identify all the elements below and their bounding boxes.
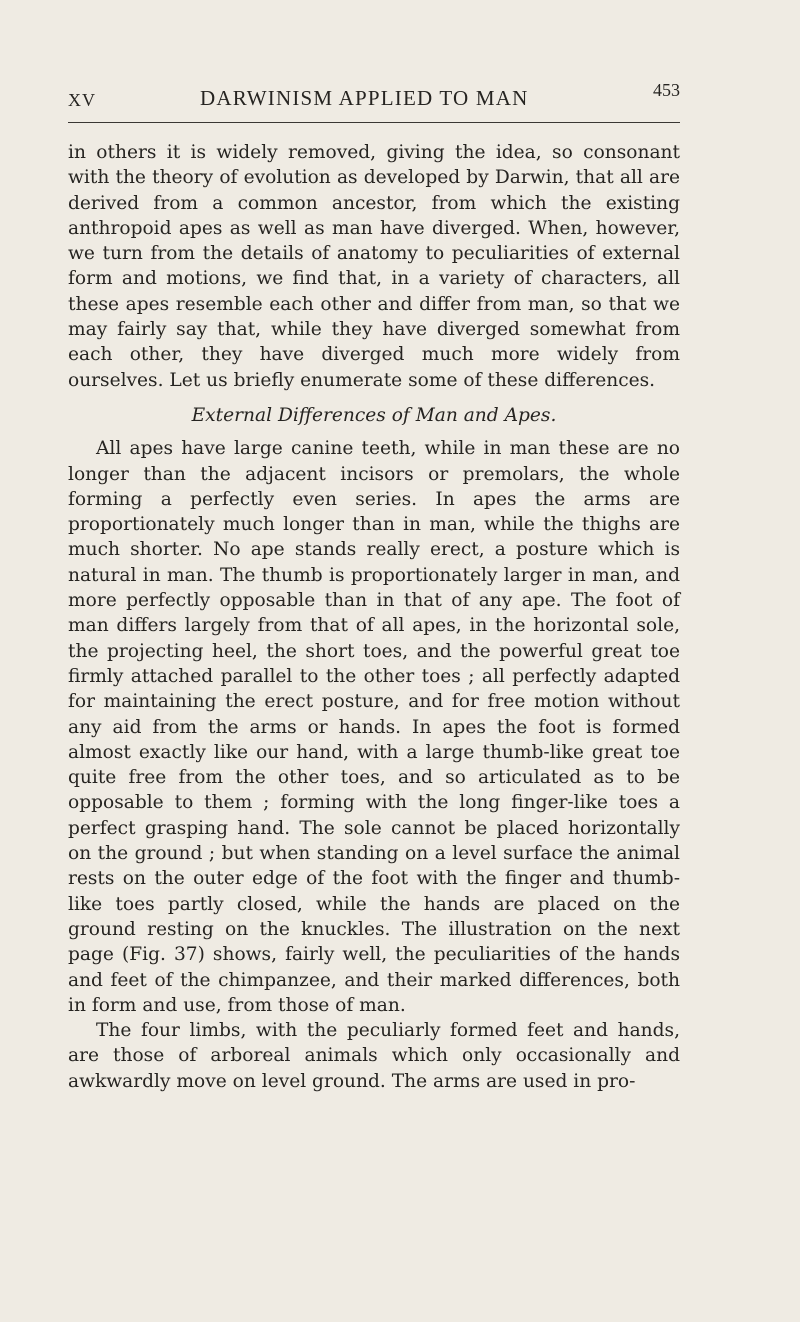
page-number: 453 [653, 80, 680, 100]
paragraph: The four limbs, with the peculiarly formed feet and hands, are those of arboreal animals which only occasionally and awkwardly move on level ground. The arms are used in pro- [68, 1020, 680, 1092]
chapter-number: XV [68, 90, 96, 110]
header-rule [68, 122, 680, 123]
body-text [68, 140, 680, 1094]
paragraph-continued: in others it is widely removed, giving the idea, so consonant with the theory of evolution as developed by Darwin, that all are derived from a common ancestor, from which the existing anthropoid apes as well as man have diverged. When, however, we turn from the details of anatomy to peculiarities of external form and motions, we find that, in a variety of characters, all these apes resemble each other and differ from man, so that we may fairly say that, while they have diverged somewhat from each other, they have diverged much more widely from ourselves. Let us briefly enumerate some of these differences. [68, 142, 680, 391]
section-heading: External Differences of Man and Apes. [191, 404, 557, 426]
paragraph: All apes have large canine teeth, while in man these are no longer than the adjacent incisors or premolars, the whole forming a perfectly even series. In apes the arms are proportionately much longer than in man, while the thighs are much shorter. No ape stands really erect, a posture which is natural in man. The thumb is proportionately larger in man, and more perfectly opposable than in that of any ape. The foot of man differs largely from that of all apes, in the horizontal sole, the projecting heel, the short toes, and the powerful great toe firmly attached parallel to the other toes ; all perfectly adapted for maintaining the erect posture, and for free motion without any aid from the arms or hands. In apes the foot is formed almost exactly like our hand, with a large thumb-like great toe quite free from the other toes, and so articulated as to be opposable to them ; forming with the long finger-like toes a perfect grasping hand. The sole cannot be placed horizontally on the ground ; but when standing on a level surface the animal rests on the outer edge of the foot with the finger and thumb-like toes partly closed, while the hands are placed on the ground resting on the knuckles. The illustration on the next page (Fig. 37) shows, fairly well, the peculiarities of the hands and feet of the chimpanzee, and their marked differences, both in form and use, from those of man. [68, 438, 680, 1016]
running-header [68, 80, 680, 116]
running-title: DARWINISM APPLIED TO MAN [200, 86, 529, 110]
